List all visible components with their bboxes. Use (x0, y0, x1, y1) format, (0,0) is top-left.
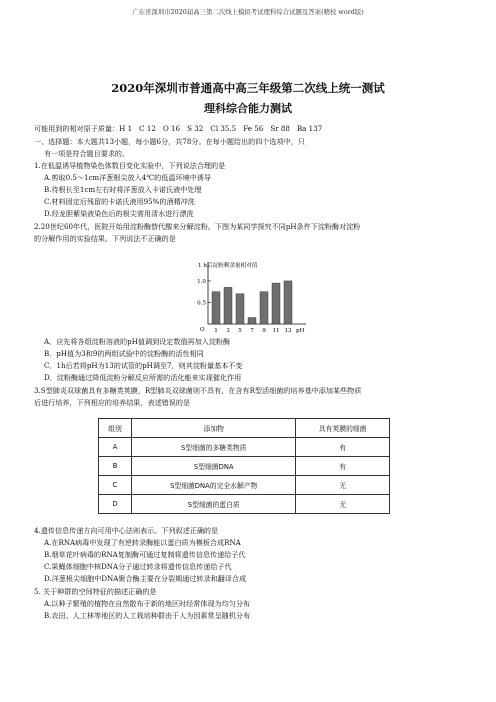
question-2-option-d: D．淀粉酶通过降低淀粉分解反应所需的活化能来实现催化作用 (44, 373, 242, 382)
exam-subtitle: 理科综合能力测试 (204, 102, 292, 115)
table-row (99, 438, 390, 457)
chart-bar (272, 283, 280, 324)
question-1-option-a: A.剪取0.5～1cm洋葱根尖放入4℃的低温环境中诱导 (44, 173, 211, 182)
chart-x-tick-label: 5 (238, 328, 242, 334)
question-5-option-a: A.以种子繁殖的植物在自然散布于新的地区时经常体现为均匀分布 (44, 599, 251, 608)
atomic-mass-line: 可能用到的相对原子质量：H 1 C 12 O 16 S 32 Cl 35.5 Fe 56 Sr 88 Ba 137 (34, 124, 323, 133)
chart-bar (284, 281, 292, 324)
chart-bar (248, 318, 256, 324)
question-2-option-a: A．应先将各组淀粉溶液的pH值调到设定数值再加入淀粉酶 (44, 337, 231, 346)
chart-x-tick-label: 9 (262, 328, 266, 334)
question-4-option-a: A.在RNA病毒中发现了有逆转录酶能以蛋白质为模板合成RNA (44, 538, 241, 547)
question-1-option-d: D.经龙胆紫染液染色后的根尖需用清水进行漂洗 (44, 209, 194, 218)
question-2-option-b: B．pH值为3和9的两组试验中的淀粉酶的活性相同 (44, 349, 204, 358)
question-3-table (98, 418, 390, 514)
question-4-stem: 4.遗传信息传递方向可用中心法则表示。下列叙述正确的是 (34, 526, 219, 535)
chart-bar (236, 294, 244, 324)
question-2-stem: 2.20世纪60年代，医院开始用淀粉酶替代酸来分解淀粉。下图为某同学探究不同pH条件下淀粉酶对淀粉 (34, 222, 361, 231)
question-4-option-b: B.烟草花叶病毒的RNA复制酶可通过复制将遗传信息传递给子代 (44, 550, 246, 559)
table-header-cell: 组别 (99, 419, 132, 438)
question-5-option-b: B.农田、人工林等地区的人工栽培种群由于人为因素常呈随机分布 (44, 611, 251, 620)
question-4-option-c: C.果蝇体细胞中核DNA分子通过转录将遗传信息传递给子代 (44, 562, 232, 571)
question-3-stem-cont: 后进行培养，下列相应的培养结果，表述错误的是 (34, 398, 191, 407)
starch-ph-bar-chart (186, 258, 316, 334)
question-2-option-c: C．1h后若将pH为13的试管的pH调至7，则其淀粉量基本不变 (44, 361, 243, 370)
question-4-option-d: D.洋葱根尖细胞中DNA聚合酶主要在分裂期通过转录和翻译合成 (44, 574, 247, 583)
chart-origin-label: O (200, 327, 205, 333)
chart-x-tick-label: 3 (226, 328, 230, 334)
table-row (99, 495, 390, 514)
table-header-cell: 添加物 (132, 419, 296, 438)
chart-x-label: pH (296, 328, 305, 334)
table-header-row (99, 419, 390, 438)
table-cell: 无 (296, 495, 390, 514)
section-instruction-cont: 有一项是符合题目要求的。 (44, 149, 130, 158)
chart-y-tick-label: 1.0 (197, 278, 206, 285)
table-cell: C (99, 476, 132, 495)
table-cell: S型细菌的多糖类物质 (132, 438, 296, 457)
table-row (99, 476, 390, 495)
chart-x-tick-label: 13 (284, 328, 292, 334)
question-1-option-c: C.材料固定后残留的卡诺氏液用95%的酒精冲洗 (44, 197, 195, 206)
table-row (99, 457, 390, 476)
table-cell: D (99, 495, 132, 514)
chart-x-tick-label: 1 (214, 328, 218, 334)
chart-y-label: 1 h后淀粉剩余量相对值 (198, 263, 258, 269)
table-cell: S型细菌的蛋白质 (132, 495, 296, 514)
page-header: 广东省深圳市2020届高三第二次线上模拟考试理科综合试题及答案(精校 word版) (132, 8, 364, 16)
table-cell: B (99, 457, 132, 476)
question-2-stem-cont: 的分解作用的实验结果。下列说法不正确的是 (34, 234, 176, 243)
table-cell: 有 (296, 457, 390, 476)
section-instruction: 一、选择题：本大题共13小题，每小题6分，共78分。在每小题给出的四个选项中，只 (34, 137, 305, 146)
chart-bar (224, 287, 232, 324)
question-1-stem: 1.在低温诱导植物染色体数目变化实验中，下列说法合理的是 (34, 161, 226, 170)
chart-y-tick-label: 0.5 (197, 300, 206, 307)
table-cell: A (99, 438, 132, 457)
table-cell: S型细菌DNA的完全水解产物 (132, 476, 296, 495)
chart-bar (260, 292, 268, 324)
table-cell: S型细菌DNA (132, 457, 296, 476)
table-header-cell: 具有荚膜的细菌 (296, 419, 390, 438)
chart-x-tick-label: 11 (272, 328, 280, 334)
exam-title: 2020年深圳市普通高中高三年级第二次线上统一测试 (111, 81, 385, 95)
chart-bar (212, 292, 220, 324)
table-cell: 有 (296, 438, 390, 457)
table-cell: 无 (296, 476, 390, 495)
question-3-stem: 3.S型肺炎双球菌具有多糖类荚膜，R型肺炎双球菌则不具有，在含有R型活细菌的培养基中添加某些物质 (34, 386, 362, 395)
question-5-stem: 5. 关于种群的空间特征的描述正确的是 (34, 587, 157, 596)
chart-x-tick-label: 7 (250, 328, 254, 334)
question-1-option-b: B.待根长至1cm左右时将洋葱放入卡诺氏液中处理 (44, 185, 202, 194)
